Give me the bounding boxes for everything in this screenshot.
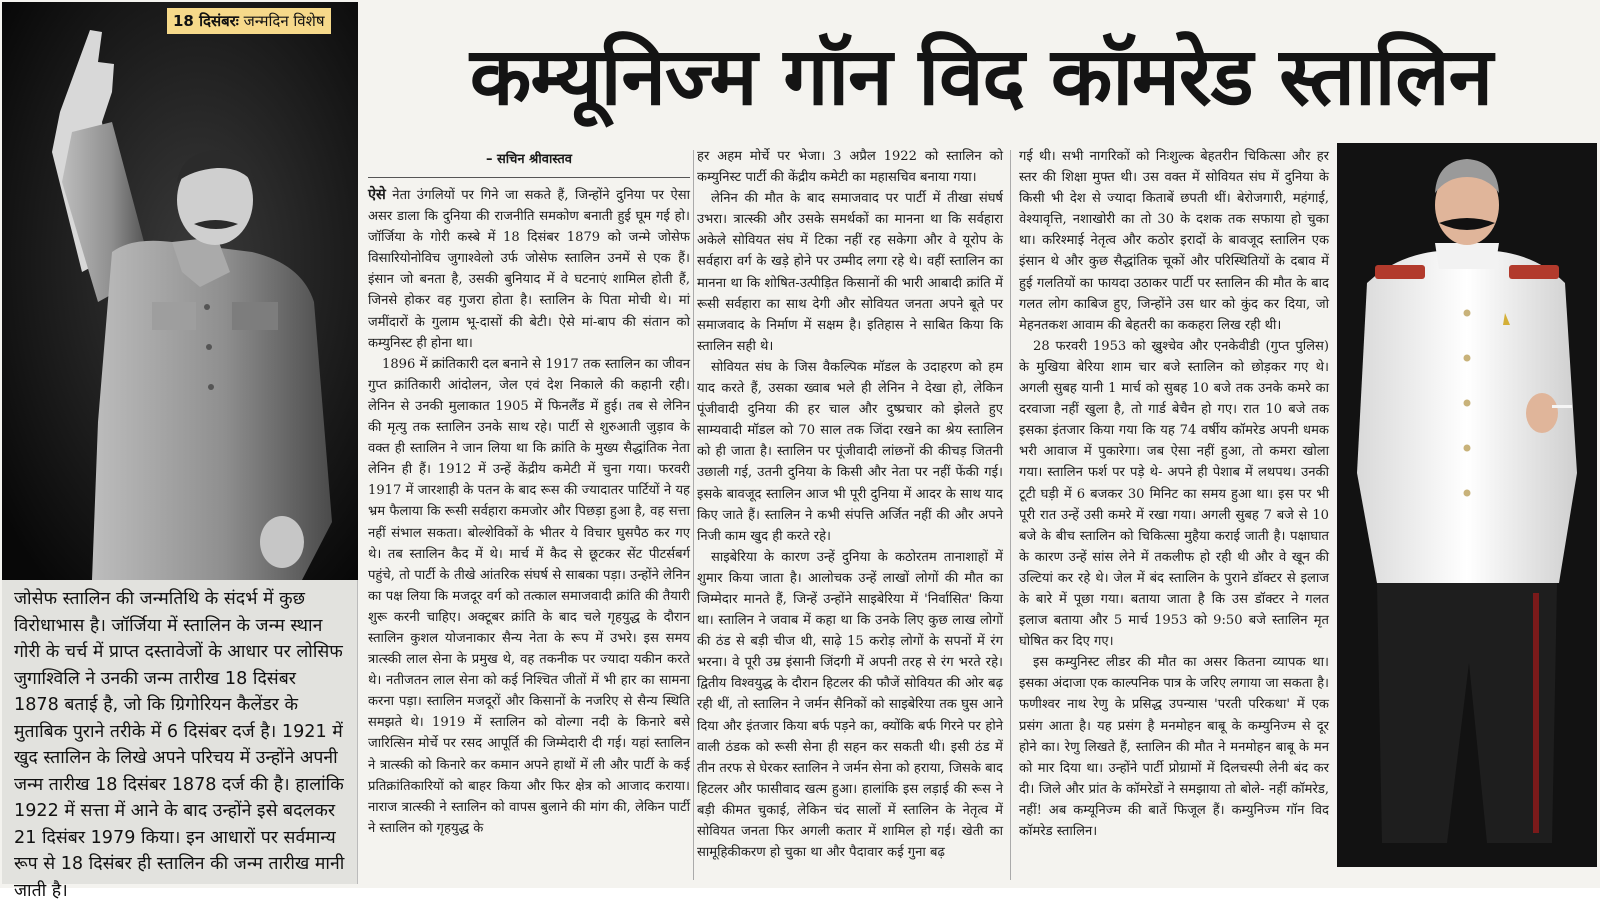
article-paragraph: 1896 में क्रांतिकारी दल बनाने से 1917 तक स्तालिन का जीवन गुप्त क्रांतिकारी आंदोलन, जेल एवं देश निकाले की कहानी रही। लेनिन से उनकी मुलाकात 1905 में फिनलैंड में हुई। तब से लेनिन की मृत्यु तक स्तालिन उनके साथ रहे। पार्टी से शुरुआती जुड़ाव के वक्त ही स्तालिन ने जान लिया था कि क्रांति के मुख्य सैद्धांतिक नेता लेनिन ही हैं। 1912 में उन्हें केंद्रीय कमेटी में चुना गया। फरवरी 1917 में जारशाही के पतन के बाद रूस की ज्यादातर पार्टियों ने यह भ्रम फैलाया कि रूसी सर्वहारा कमजोर और पिछड़ा हुआ है, वह सत्ता नहीं संभाल सकता। बोल्शेविकों के भीतर ये विचार घुसपैठ कर गए थे। तब स्तालिन कैद में थे। मार्च में कैद से छूटकर सेंट पीटर्सबर्ग पहुंचे, तो पार्टी के तीखे आंतरिक संघर्ष से साबका पड़ा। उन्होंने लेनिन का पक्ष लिया कि मजदूर वर्ग को तत्काल समाजवादी क्रांति की तैयारी शुरू करनी चाहिए। अक्टूबर क्रांति के बाद चले गृहयुद्ध के दौरान स्तालिन कुशल योजनाकार सैन्य नेता के रूप में उभरे। इस समय त्रात्स्की लाल सेना के प्रमुख थे, वह तकनीक पर ज्यादा यकीन करते थे। नतीजतन लाल सेना को कई निश्चित जीतों में भी हार का सामना करना पड़ा। स्तालिन मजदूरों और किसानों के नजरिए से सैन्य स्थिति समझते थे। 1919 में स्तालिन को वोल्गा नदी के किनारे बसे जारित्सिन मोर्चे पर रसद आपूर्ति की जिम्मेदारी दी गई। यहां स्तालिन ने त्रात्स्की को किनारे कर कमान अपने हाथों में ली और पार्टी के कई प्रतिक्रांतिकारियों को बाहर किया और फिर क्षेत्र को आजाद कराया। नाराज त्रात्स्की ने स्तालिन को वापस बुलाने की मांग की, लेकिन पार्टी ने स्तालिन को गृहयुद्ध के [368,356,690,836]
stalin-waving-illustration [2,2,358,580]
stalin-white-uniform-photo [1337,143,1597,867]
column-divider [693,150,694,880]
article-paragraph: हर अहम मोर्चे पर भेजा। 3 अप्रैल 1922 को स्तालिन को कम्युनिस्ट पार्टी की केंद्रीय कमेटी का महासचिव बनाया गया। [697,149,1003,186]
tag-label: जन्मदिन विशेष [243,12,325,30]
article-paragraph: लेनिन की मौत के बाद समाजवाद पर पार्टी में तीखा संघर्ष उभरा। त्रात्स्की और उसके समर्थकों का मानना था कि सर्वहारा अकेले सोवियत संघ में टिका नहीं रह सकेगा और वे यूरोप के सर्वहारा वर्ग के खड़े होने पर उम्मीद लगा रहे थे। वहीं स्तालिन का मानना था कि शोषित-उत्पीड़ित किसानों की भारी आबादी क्रांति में रूसी सर्वहारा का साथ देगी और सोवियत जनता अपने बूते पर समाजवाद के निर्माण में सक्षम है। इतिहास ने साबित किया कि स्तालिन सही थे। [697,191,1003,354]
birthdate-caption: जोसेफ स्तालिन की जन्मतिथि के संदर्भ में कुछ विरोधाभास है। जॉर्जिया में स्तालिन के जन्म स्थान गोरी के चर्च में प्राप्त दस्तावेजों के आधार पर लोसिफ जुगाश्विलि ने उनकी जन्म तारीख 18 दिसंबर 1878 बताई है, जो कि ग्रिगोरियन कैलेंडर के मुताबिक पुराने तरीके में 6 दिसंबर दर्ज है। 1921 में खुद स्तालिन के लिखे अपने परिचय में उन्होंने अपनी जन्म तारीख 18 दिसंबर 1878 दर्ज की है। हालांकि 1922 में सत्ता में आने के बाद उन्होंने इसे बदलकर 21 दिसंबर 1979 किया। इन आधारों पर सर्वमान्य रूप से 18 दिसंबर ही स्तालिन की जन्म तारीख मानी जाती है। [2,580,358,884]
stalin-waving-photo [2,2,358,580]
headline: कम्यूनिज्म गॉन विद कॉमरेड स्तालिन [469,30,1493,123]
birthday-special-tag [167,8,331,34]
column-divider [1010,150,1011,880]
lead-word: ऐसे [368,186,386,203]
article-paragraph: 28 फरवरी 1953 को ख्रुश्चेव और एनकेवीडी (गुप्त पुलिस) के मुखिया बेरिया शाम चार बजे स्तालिन को छोड़कर गए थे। अगली सुबह यानी 1 मार्च को सुबह 10 बजे तक उनके कमरे का दरवाजा नहीं खुला है, तो गार्ड बेचैन हो गए। रात 10 बजे तक इसका इंतजार किया गया कि यह 74 वर्षीय कॉमरेड अपनी धमक भरी आवाज में पुकारेगा। जब ऐसा नहीं हुआ, तो कमरा खोला गया। स्तालिन फर्श पर पड़े थे- अपने ही पेशाब में लथपथ। उनकी टूटी घड़ी में 6 बजकर 30 मिनिट का समय हुआ था। इस पर भी पूरी रात उन्हें उसी कमरे में रखा गया। अगली सुबह 7 बजे से 10 बजे के बीच स्तालिन को चिकित्सा मुहैया कराई जाती है। पक्षाघात के कारण उन्हें सांस लेने में तकलीफ हो रही थी और वे खून की उल्टियां कर रहे थे। जेल में बंद स्तालिन के पुराने डॉक्टर से इलाज के बारे में पूछा गया। बताया जाता है कि उस डॉक्टर ने गलत इलाज बताया और 5 मार्च 1953 को 9:50 बजे स्तालिन मृत घोषित कर दिए गए। [1019,338,1329,650]
byline: – सचिन श्रीवास्तव [368,148,690,178]
stalin-white-uniform-illustration [1337,143,1597,867]
article-column-2 [697,146,1003,884]
article-column-3 [1019,146,1329,884]
article-paragraph: गई थी। सभी नागरिकों को निःशुल्क बेहतरीन चिकित्सा और हर स्तर की शिक्षा मुफ्त थी। उस वक्त में सोवियत संघ में दुनिया के किसी भी देश से ज्यादा किताबें छपती थीं। बेरोजगारी, महंगाई, वेश्यावृत्ति, नशाखोरी का तो 30 के दशक तक सफाया हो चुका था। करिश्माई नेतृत्व और कठोर इरादों के बावजूद स्तालिन एक इंसान थे और कुछ सैद्धांतिक चूकों और परिस्थितियों के दबाव में हुई गलतियों का फायदा उठाकर पार्टी पर स्तालिन की मौत के बाद गलत लोग काबिज हुए, जिन्होंने उस धार को कुंद कर दिया, जो मेहनतकश आवाम की बेहतरी का ककहरा लिख रही थी। [1019,149,1329,333]
article-paragraph: इस कम्युनिस्ट लीडर की मौत का असर कितना व्यापक था। इसका अंदाजा एक काल्पनिक पात्र के जरिए लगाया जा सकता है। फणीश्वर नाथ रेणु के प्रसिद्ध उपन्यास 'परती परिकथा' में एक प्रसंग आता है। यह प्रसंग है मनमोहन बाबू के कम्युनिज्म से दूर होने का। रेणु लिखते हैं, स्तालिन की मौत ने मनमोहन बाबू के मन को मार दिया था। उन्होंने पार्टी प्रोग्रामों में दिलचस्पी लेनी बंद कर दी। जिले और प्रांत के कॉमरेडों ने समझाया तो बोले- नहीं कॉमरेड, नहीं! अब कम्यूनिज्म की बातें फिजूल हैं। कम्युनिज्म गॉन विद कॉमरेड स्तालिन। [1019,655,1329,839]
article-paragraph [368,184,690,354]
article-paragraph: साइबेरिया के कारण उन्हें दुनिया के कठोरतम तानाशाहों में शुमार किया जाता है। आलोचक उन्हें लाखों लोगों की मौत का जिम्मेदार मानते हैं, जिन्हें उन्होंने साइबेरिया में 'निर्वासित' किया था। स्तालिन ने जवाब में कहा था कि उनके लिए कुछ लाख लोगों की ठंड से बड़ी चीज थी, साढ़े 15 करोड़ लोगों के सपनों में रंग भरना। वे पूरी उम्र इंसानी जिंदगी में अपनी तरह से रंग भरते रहे। द्वितीय विश्वयुद्ध के दौरान हिटलर की फौजें सोवियत की ओर बढ़ रही थीं, तो स्तालिन ने जर्मन सैनिकों को साइबेरिया तक घुस आने दिया और इंतजार किया बर्फ पड़ने का, क्योंकि बर्फ गिरने पर होने वाली ठंडक को रूसी सेना ही सहन कर सकती थी। इसी ठंड में तीन तरफ से घेरकर स्तालिन ने जर्मन सेना को हराया, जिसके बाद हिटलर और फासीवाद खत्म हुआ। हालांकि इस लड़ाई की रूस ने बड़ी कीमत चुकाई, लेकिन चंद सालों में स्तालिन के नेतृत्व में सोवियत जनता फिर अगली कतार में शामिल हो गई। खेती का सामूहिकीकरण हो चुका था और पैदावार कई गुना बढ़ [697,549,1003,861]
article-column-1 [368,184,690,884]
article-text: नेता उंगलियों पर गिने जा सकते हैं, जिन्होंने दुनिया पर ऐसा असर डाला कि दुनिया की राजनीति समकोण बनाती हुई घूम गई हो। जॉर्जिया के गोरी कस्बे में 18 दिसंबर 1879 को जन्मे जोसेफ विसारियोनोविच जुगाश्वेलो उर्फ जोसेफ स्तालिन उनमें से एक हैं। इंसान जो बनता है, उसकी बुनियाद में वे घटनाएं शामिल होती हैं, जिनसे होकर वह गुजरा होता है। स्तालिन के पिता मोची थे। मां जमींदारों के गुलाम भू-दासों की बेटी। ऐसे मां-बाप की संतान को कम्युनिस्ट ही होना था। [368,188,690,351]
tag-date: 18 दिसंबरः [173,12,239,30]
article-paragraph: सोवियत संघ के जिस वैकल्पिक मॉडल के उदाहरण को हम याद करते हैं, उसका ख्वाब भले ही लेनिन ने देखा हो, लेकिन पूंजीवादी दुनिया की हर चाल और दुष्प्रचार को झेलते हुए साम्यवादी मॉडल को 70 साल तक जिंदा रखने का श्रेय स्तालिन को ही जाता है। स्तालिन पर पूंजीवादी लांछनों की कीचड़ जितनी उछाली गई, उतनी दुनिया के किसी और नेता पर नहीं फेंकी गई। इसके बावजूद स्तालिन आज भी पूरी दुनिया में आदर के साथ याद किए जाते हैं। स्तालिन ने कभी संपत्ति अर्जित नहीं की और अपने निजी काम खुद ही करते रहे। [697,359,1003,544]
